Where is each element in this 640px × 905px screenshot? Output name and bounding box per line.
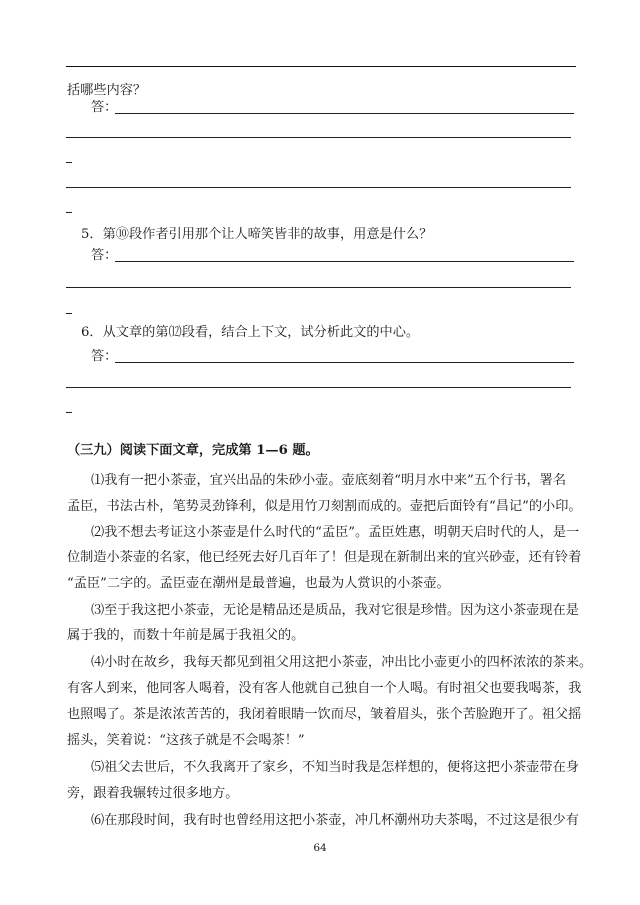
answer-label: 答：: [91, 100, 118, 115]
paragraph-line: ⑸祖父去世后，不久我离开了家乡，不知当时我是怎样想的，便将这把小茶壶带在身: [91, 760, 579, 775]
answer-label: 答：: [91, 349, 118, 364]
paragraph-line: 有客人到来，他同客人喝着，没有客人他就自己独自一个人喝。有时祖父也要我喝茶，我: [67, 681, 582, 696]
question-6-text: 6．从文章的第⑿段看，结合上下文，试分析此文的中心。: [81, 325, 420, 340]
answer-line[interactable]: [66, 287, 571, 288]
header-rule: [66, 66, 576, 67]
page-number: 64: [313, 842, 327, 854]
answer-line[interactable]: [66, 387, 571, 388]
paragraph-line: 属于我的，而数十年前是属于我祖父的。: [67, 628, 305, 643]
line-end-dash: [66, 412, 72, 413]
section-heading: （三九）阅读下面文章，完成第 1—6 题。: [67, 443, 319, 458]
line-end-dash: [66, 162, 72, 163]
paragraph-line: 也照喝了。茶是浓浓苦苦的，我闭着眼睛一饮而尽，皱着眉头，张个苦脸跑开了。祖父摇: [67, 707, 582, 722]
paragraph-line: ⑹在那段时间，我有时也曾经用这把小茶壶，冲几杯潮州功夫茶喝，不过这是很少有: [91, 813, 579, 828]
paragraph-line: 摇头，笑着说：“这孩子就是不会喝茶！”: [67, 733, 305, 748]
paragraph-line: ⑴我有一把小茶壶，宜兴出品的朱砂小壶。壶底刻着“明月水中来”五个行书，署名: [91, 473, 567, 488]
paragraph-line: 孟臣，书法古朴，笔势灵劲锋利，似是用竹刀刻割而成的。壶把后面铃有“昌记”的小印。: [67, 499, 582, 514]
paragraph-line: ⑵我不想去考证这小茶壶是什么时代的“孟臣”。孟臣姓惠，明朝天启时代的人，是一: [91, 525, 580, 540]
line-end-dash: [66, 313, 72, 314]
paragraph-line: “孟臣”二字的。孟臣壶在潮州是最普遍，也最为人赏识的小茶壶。: [67, 576, 450, 591]
question-tail-text: 括哪些内容？: [67, 83, 147, 98]
answer-line[interactable]: [115, 362, 574, 363]
line-end-dash: [66, 212, 72, 213]
paragraph-line: ⑶至于我这把小茶壶，无论是精品还是质品，我对它很是珍惜。因为这小茶壶现在是: [91, 603, 579, 618]
paragraph-line: ⑷小时在故乡，我每天都见到祖父用这把小茶壶，冲出比小壶更小的四杯浓浓的茶来。: [91, 655, 593, 670]
paragraph-line: 旁，跟着我辗转过很多地方。: [67, 786, 239, 801]
paragraph-line: 位制造小茶壶的名家，他已经死去好几百年了！但是现在新制出来的宜兴砂壶，还有铃着: [67, 550, 582, 565]
answer-line[interactable]: [115, 113, 574, 114]
answer-label: 答：: [91, 248, 118, 263]
answer-line[interactable]: [115, 261, 574, 262]
answer-line[interactable]: [66, 187, 571, 188]
answer-line[interactable]: [66, 137, 571, 138]
question-5-text: 5．第⑩段作者引用那个让人啼笑皆非的故事，用意是什么？: [81, 227, 433, 242]
